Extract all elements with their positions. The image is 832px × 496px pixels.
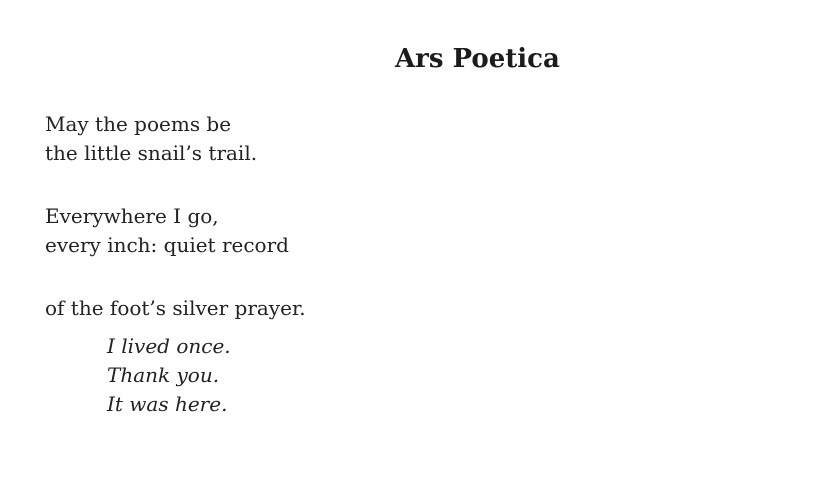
poem-line: every inch: quiet record: [45, 233, 289, 257]
stanza-2: [45, 202, 289, 260]
italic-line: It was here.: [107, 392, 228, 416]
poem-line: the little snail’s trail.: [45, 141, 258, 165]
poem-line: Everywhere I go,: [45, 204, 219, 228]
italic-line: Thank you.: [107, 363, 220, 387]
stanza-1: [45, 110, 257, 168]
poem-title: Ars Poetica: [395, 44, 560, 74]
italic-closing-stanza: [107, 332, 231, 419]
poem-line: May the poems be: [45, 112, 232, 136]
stanza-3: [45, 294, 306, 323]
italic-line: I lived once.: [107, 334, 231, 358]
poem-line: of the foot’s silver prayer.: [45, 296, 306, 320]
